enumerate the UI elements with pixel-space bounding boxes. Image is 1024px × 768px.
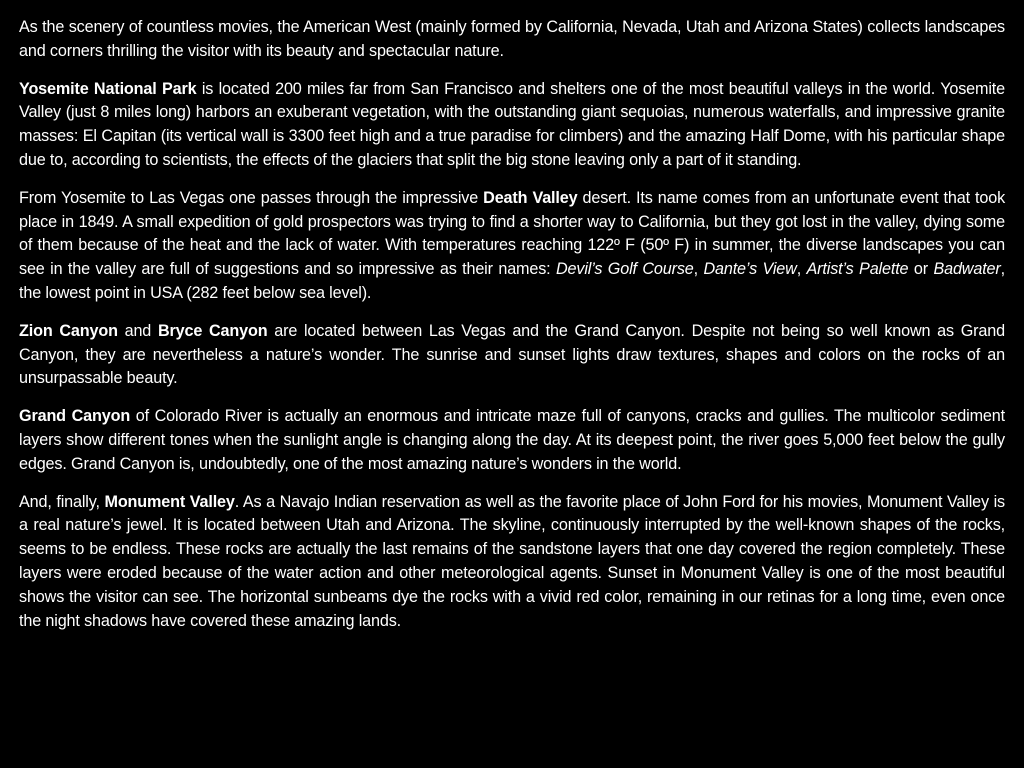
- paragraph-death-valley: [19, 187, 1005, 306]
- monument-valley-title: Monument Valley: [104, 492, 235, 511]
- paragraph-yosemite: [19, 78, 1005, 173]
- paragraph-monument-valley: [19, 491, 1005, 634]
- death-valley-text: desert. Its name comes from an unfortunate event that took place in 1849. A small expedition of gold prospectors was trying to find a shorter way to California, but they got lost in the valley, dying some of them because of the heat and the lack of water. With temperatures reaching 122º F (50º F) in summer, the diverse landscapes you can see in the valley are full of suggestions and so impressive as their names:: [19, 188, 1006, 279]
- death-valley-post: , the lowest point in USA (282 feet below sea level).: [19, 260, 1005, 302]
- separator: or: [908, 260, 934, 279]
- death-valley-pre: From Yosemite to Las Vegas one passes through the impressive: [19, 188, 484, 207]
- place-name-devils-golf-course: Devil’s Golf Course: [556, 260, 694, 279]
- place-name-badwater: Badwater: [933, 260, 1001, 279]
- separator: ,: [693, 260, 704, 279]
- place-name-artists-palette: Artist’s Palette: [806, 260, 909, 279]
- monument-valley-pre: And, finally,: [19, 492, 105, 511]
- zion-bryce-text: are located between Las Vegas and the Grand Canyon. Despite not being so well known as Grand Canyon, they are nevertheless a nature’s wonder. The sunrise and sunset lights draw textures, shapes and colors on the rocks of an unsurpassable beauty.: [19, 321, 1005, 388]
- paragraph-zion-bryce: [19, 320, 1005, 391]
- conjunction: and: [117, 321, 158, 340]
- bryce-title: Bryce Canyon: [157, 321, 268, 340]
- document-page: [19, 16, 1005, 647]
- paragraph-grand-canyon: [19, 405, 1005, 476]
- intro-text: As the scenery of countless movies, the American West (mainly formed by California, Nevada, Utah and Arizona States) collects landscapes and corners thrilling the visitor with its beauty and spectacular nature.: [19, 18, 1005, 60]
- death-valley-title: Death Valley: [483, 188, 578, 207]
- place-name-dantes-view: Dante’s View: [703, 260, 797, 279]
- yosemite-text: is located 200 miles far from San Francisco and shelters one of the most beautiful valleys in the world. Yosemite Valley (just 8 miles long) harbors an exuberant vegetation, with the outstanding giant sequoias, numerous waterfalls, and impressive granite masses: El Capitan (its vertical wall is 3300 feet high and a true paradise for climbers) and the amazing Half Dome, with his particular shape due to, according to scientists, the effects of the glaciers that split the big stone leaving only a part of it standing.: [19, 79, 1005, 169]
- monument-valley-text: . As a Navajo Indian reservation as well as the favorite place of John Ford for his movies, Monument Valley is a real nature’s jewel. It is located between Utah and Arizona. The skyline, continuously interrupted by the well-known shapes of the rocks, seems to be endless. These rocks are actually the last remains of the sandstone layers that one day covered the region completely. These layers were eroded because of the water action and other meteorological agents. Sunset in Monument Valley is one of the most beautiful shows the visitor can see. The horizontal sunbeams dye the rocks with a vivid red color, remaining in our retinas for a long time, even once the night shadows have covered these amazing lands.: [19, 492, 1005, 630]
- separator: ,: [796, 260, 807, 279]
- grand-canyon-title: Grand Canyon: [19, 407, 131, 426]
- yosemite-title: Yosemite National Park: [19, 79, 197, 98]
- grand-canyon-text: of Colorado River is actually an enormous and intricate maze full of canyons, cracks and gullies. The multicolor sediment layers show different tones when the sunlight angle is changing along the day. At its deepest point, the river goes 5,000 feet below the gully edges. Grand Canyon is, undoubtedly, one of the most amazing nature’s wonders in the world.: [19, 407, 1005, 473]
- zion-title: Zion Canyon: [19, 321, 118, 340]
- paragraph-intro: [19, 16, 1005, 64]
